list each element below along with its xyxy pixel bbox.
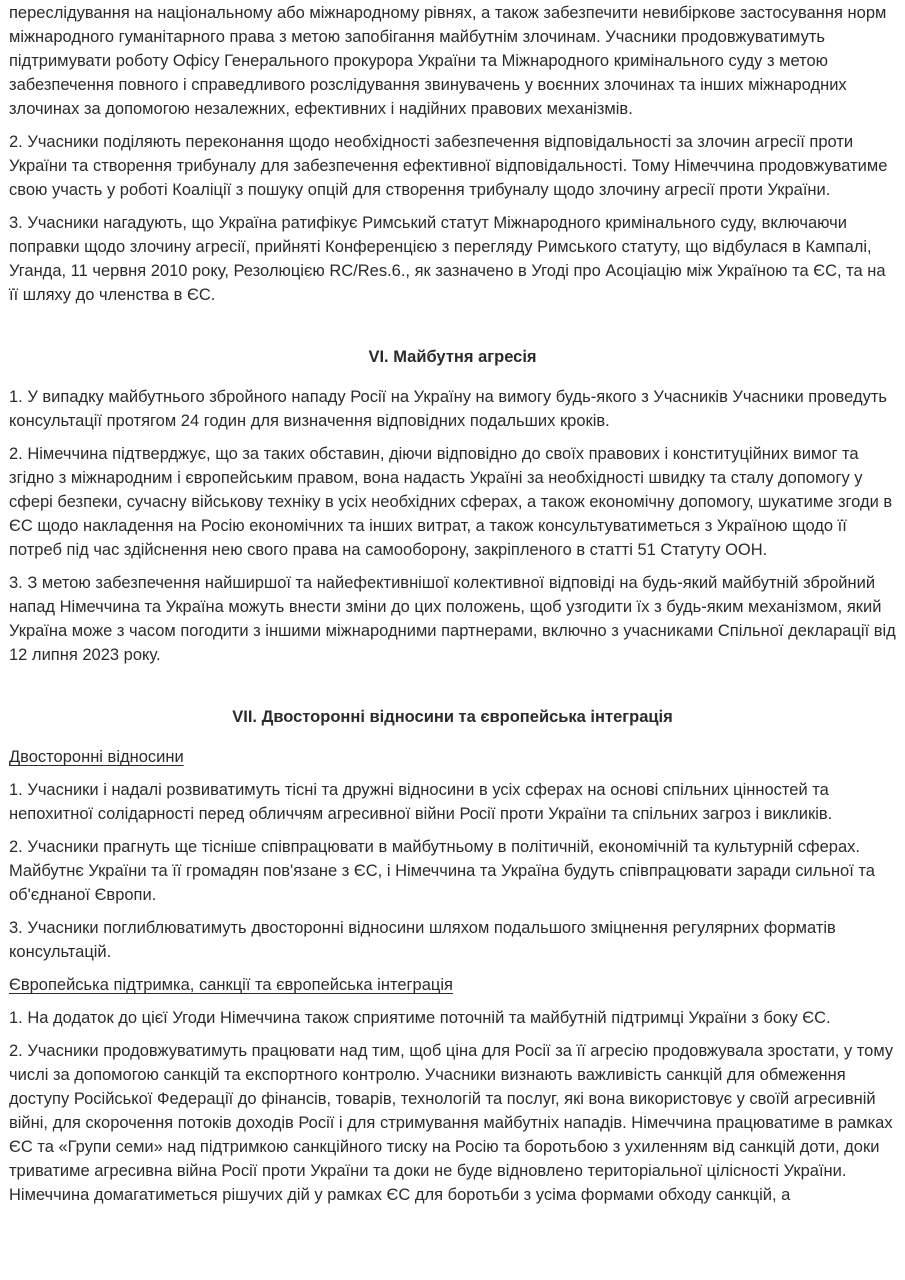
- paragraph: 2. Учасники поділяють переконання щодо необхідності забезпечення відповідальності за злочин агресії проти України та створення трибуналу для забезпечення ефективної відповідальності. Тому Німеччина продовжуватиме свою участь у роботі Коаліції з пошуку опцій для створення трибуналу щодо злочину агресії проти України.: [9, 133, 888, 199]
- section-heading: VII. Двосторонні відносини та європейська інтеграція: [232, 708, 673, 726]
- paragraph: 2. Учасники прагнуть ще тісніше співпрацювати в майбутньому в політичній, економічній та культурній сферах. Майбутнє України та її громадян пов'язане з ЄС, і Німеччина та Україна будуть співпрацювати заради сильної та об'єднаної Європи.: [9, 838, 875, 904]
- subsection-heading: Європейська підтримка, санкції та європейська інтеграція: [9, 976, 453, 994]
- paragraph: 2. Учасники продовжуватимуть працювати над тим, щоб ціна для Росії за її агресію продовжувала зростати, у тому числі за допомогою санкцій та експортного контролю. Учасники визнають важливість санкцій для обмеження доступу Російської Федерації до фінансів, товарів, технологій та послуг, які вона використовує у своїй агресивній війні, для скорочення потоків доходів Росії і для стримування майбутніх нападів. Німеччина працюватиме в рамках ЄС та «Групи семи» над підтримкою санкційного тиску на Росію та боротьбою з ухиленням від санкцій доти, доки триватиме агресивна війна Росії проти України та доки не буде відновлено територіальної цілісності України. Німеччина домагатиметься рішучих дій у рамках ЄС для боротьби з усіма формами обходу санкцій, а: [9, 1042, 894, 1204]
- paragraph: 1. Учасники і надалі розвиватимуть тісні та дружні відносини в усіх сферах на основі спільних цінностей та непохитної солідарності перед обличчям агресивної війни Росії проти України та спільних загроз і викликів.: [9, 781, 833, 823]
- paragraph: переслідування на національному або міжнародному рівнях, а також забезпечити невибіркове застосування норм міжнародного гуманітарного права з метою запобігання майбутнім злочинам. Учасники продовжуватимуть підтримувати роботу Офісу Генерального прокурора України та Міжнародного кримінального суду з метою забезпечення повного і справедливого розслідування звинувачень у воєнних злочинах та інших міжнародних злочинах за допомогою незалежних, ефективних і надійних правових механізмів.: [9, 4, 887, 118]
- paragraph: 1. На додаток до цієї Угоди Німеччина також сприятиме поточній та майбутній підтримці України з боку ЄС.: [9, 1009, 831, 1027]
- paragraph: 2. Німеччина підтверджує, що за таких обставин, діючи відповідно до своїх правових і конституційних вимог та згідно з міжнародним і європейським правом, вона надасть Україні за необхідності швидку та сталу допомогу у сфері безпеки, сучасну військову техніку в усіх необхідних сферах, а також економічну допомогу, шукатиме згоди в ЄС щодо накладення на Росію економічних та інших витрат, а також консультуватиметься з Україною щодо її потреб під час здійснення нею свого права на самооборону, закріпленого в статті 51 Статуту ООН.: [9, 445, 893, 559]
- subsection-heading: Двосторонні відносини: [9, 748, 184, 766]
- paragraph: 3. З метою забезпечення найширшої та найефективнішої колективної відповіді на будь-який майбутній збройний напад Німеччина та Україна можуть внести зміни до цих положень, щоб узгодити їх з будь-яким механізмом, який Україна може з часом погодити з іншими міжнародними партнерами, включно з учасниками Спільної декларації від 12 липня 2023 року.: [9, 574, 896, 664]
- paragraph: 1. У випадку майбутнього збройного нападу Росії на Україну на вимогу будь-якого з Учасників Учасники проведуть консультації протягом 24 годин для визначення відповідних подальших кроків.: [9, 388, 887, 430]
- section-heading: VI. Майбутня агресія: [368, 348, 537, 366]
- paragraph: 3. Учасники поглиблюватимуть двосторонні відносини шляхом подальшого зміцнення регулярних форматів консультацій.: [9, 919, 836, 961]
- paragraph: 3. Учасники нагадують, що Україна ратифікує Римський статут Міжнародного кримінального суду, включаючи поправки щодо злочину агресії, прийняті Конференцією з перегляду Римського статуту, що відбулася в Кампалі, Уганда, 11 червня 2010 року, Резолюцією RC/Res.6., як зазначено в Угоді про Асоціацію між Україною та ЄС, та на її шляху до членства в ЄС.: [9, 214, 886, 304]
